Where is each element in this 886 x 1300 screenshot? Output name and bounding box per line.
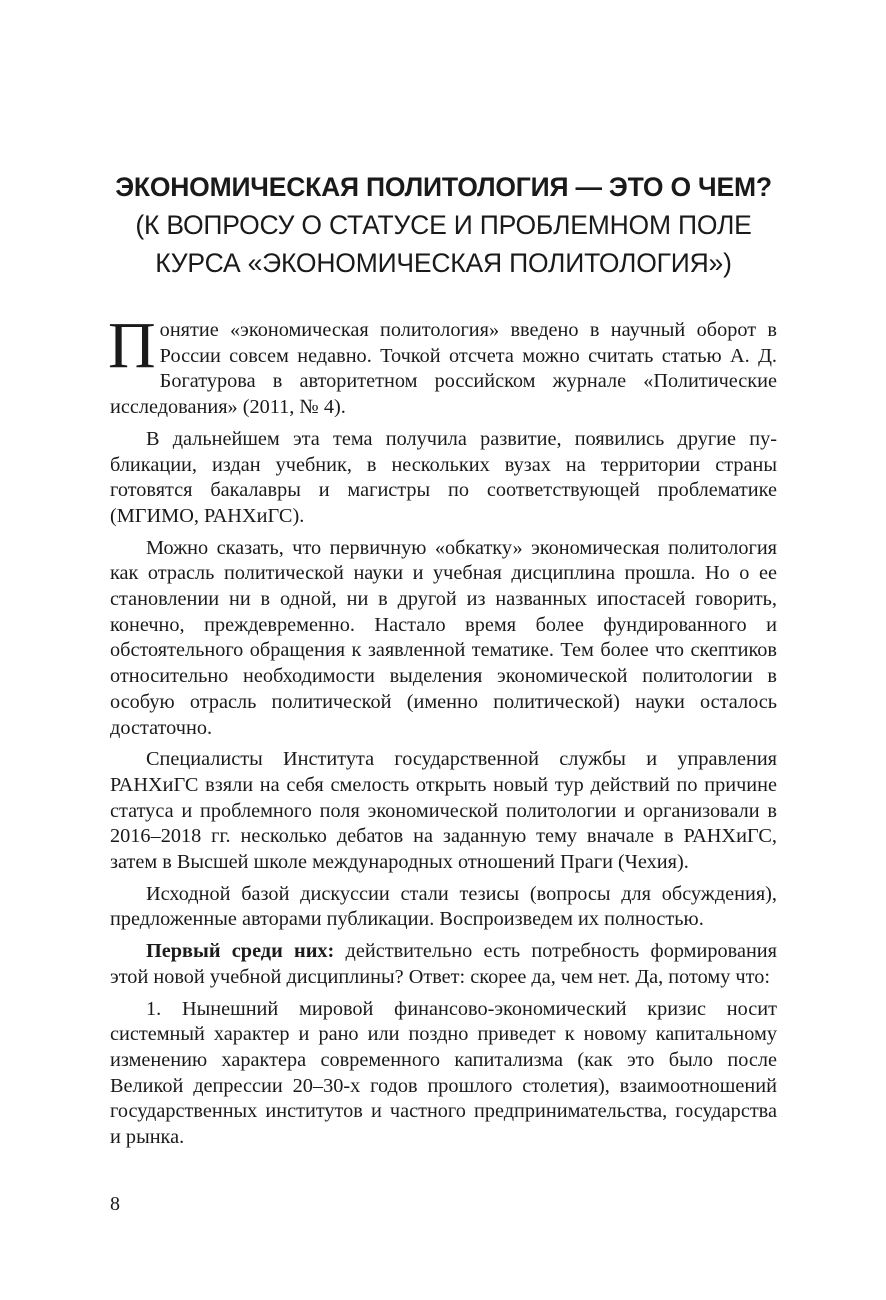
chapter-subtitle-line-2: КУРСА «ЭКОНОМИЧЕСКАЯ ПОЛИТОЛОГИЯ») <box>155 248 732 278</box>
paragraph-7: 1. Нынешний мировой финансово-экономический кризис носит системный характер и рано или поздно приведет к новому капитальному изменению характера современного капитализма (как это было после Великой депрессии 20–30-х годов прошлого столетия), взаимоотношений государственных институтов и частного предпринимательства, государства и рынка. <box>110 997 777 1149</box>
paragraph-2: В дальнейшем эта тема получила развитие, появились другие публикации, издан учебник, в нескольких вузах на территории страны готовятся бакалавры и магистры по соответствующей проблематике (МГИМО, РАНХиГС). <box>110 427 777 527</box>
paragraph-1-text: онятие «экономическая политология» введено в научный оборот в России совсем недавно. Точкой отсчета можно считать статью А. Д. Богатурова в авторитетном российском журнале «Политические исследования» (2011, № 4). <box>110 319 777 419</box>
paragraph-5: Исходной базой дискуссии стали тезисы (вопросы для обсуждения), предложенные авторами публикации. Воспроизведем их полностью. <box>110 882 777 931</box>
paragraph-1 <box>108 309 777 421</box>
chapter-title-main: ЭКОНОМИЧЕСКАЯ ПОЛИТОЛОГИЯ — ЭТО О ЧЕМ? <box>115 172 772 202</box>
book-page <box>110 0 777 1300</box>
body-text <box>108 309 777 1151</box>
paragraph-6-lead: Первый среди них: <box>146 940 335 963</box>
paragraph-6-text: действительно есть потребность формирования этой новой учебной дисциплины? Ответ: скорее да, чем нет. Да, потому что: <box>110 940 777 988</box>
page-number: 8 <box>110 1193 120 1215</box>
paragraph-3: Можно сказать, что первичную «обкатку» экономическая политология как отрасль политической науки и учебная дисциплина прошла. Но о ее становлении ни в одной, ни в другой из названных ипостасей говорить, конечно, преждевременно. Настало время более фундированного и обстоятельного обращения к заявленной тематике. Тем более что скептиков относительно необходимости выделения экономической политологии в особую отрасль политической (именно политической) науки осталось достаточно. <box>110 536 777 739</box>
paragraph-4: Специалисты Института государственной службы и управления РАНХиГС взяли на себя смелость открыть новый тур действий по причине статуса и проблемного поля экономической политологии и организовали в 2016–2018 гг. несколько дебатов на заданную тему вначале в РАНХиГС, затем в Высшей школе международных отношений Праги (Чехия). <box>110 748 777 874</box>
chapter-subtitle-line-1: (К ВОПРОСУ О СТАТУСЕ И ПРОБЛЕМНОМ ПОЛЕ <box>135 210 752 240</box>
paragraph-6 <box>110 939 777 990</box>
drop-cap: П <box>108 309 156 382</box>
chapter-title <box>110 168 777 282</box>
